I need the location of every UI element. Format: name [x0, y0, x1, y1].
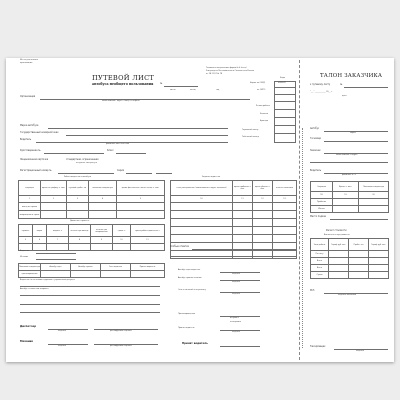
- work-col-zero-run: нулевой пробег, км: [67, 181, 89, 196]
- travel-voucher-sheet: Место для штампа организации Типовая межотраслевая форма № 6 (спец) Утверждена Постановлением Госкомстата России от 28.11.97 № 78 ПУТЕВОЙ ЛИСТ автобуса необщего пользования № Коды 0345007 Форма по ОКУД по ОКПО число месяц год Организация наименование, адрес, номер телефона Режим работы Колонна Бригада Марка автобуса Государственный номерной знак Гаражный номер Табельный номер Водитель фамилия, имя, отчество Удостоверение № Класс Лицензионная карточка стандартная, ограниченная ненужное зачеркнуть Регистрационный номер № Серия Работа водителя и автобуса Задание водителю операция время по графику, ч. мин. нулевой пробег, км показания спидометра время фактическое, число, месяц, ч. мин. 1 2 3 4 5 выезд из гаража возвращение в гараж в чье распоряжение (наименование и адрес заказчика) время прибытия, ч. мин. время убытия, ч. мин. отметки заказчика 10 11 12 13 Движение горючего горючее марка выдано, л остаток при выезде остаток при возвращении сдано, л время работы двигателя, ч 5 6 7 8 9 10 11 Водитель Механик Показание спидометра Автобус сдал Автобус принял Счет водителя Принял водитель при возвращении Водитель по состоянию здоровья к управлению допущен Автобус технически исправен Диспетчер подпись расшифровка подписи Механик подпись расшифровка подписи Особые отметки Автобус сдал водитель подпись Автобус принял механик подпись Ответственный за перевозку подпись При возвращении исправен неисправен Принят водитель подпись Принят водитель ТАЛОН ЗАКАЗЧИКА к путевому листу № "___" ____________ 20__ г. дата Автобус марка Госномер Заказчик наименование и адрес Водитель фамилия, и., о. Операция Время, ч. мин. Показания спидометра 18 19 20 Прибытие Убытие Место подачи Расчет стоимости Выполнено и предъявлено Часы работы Тариф, руб. коп. Пробег, км Тариф, руб. коп. По счету Итого Всего Сумма М.П. подпись заказчика Таксировщик подпись: [6, 58, 394, 362]
- date-mark-month: месяц: [190, 89, 196, 91]
- bus-brand-field[interactable]: [48, 128, 228, 129]
- coupon-number-sign: №: [340, 83, 343, 86]
- coupon-calc-sub: Выполнено и предъявлено: [324, 234, 350, 236]
- class-label: Класс: [107, 149, 114, 152]
- work-col-actual-time: время фактическое, число, месяц, ч. мин.: [117, 181, 165, 196]
- coupon-plate-field[interactable]: [324, 141, 388, 142]
- signature-grid: Показание спидометра Автобус сдал Автобус принял Счет водителя Принял водитель при возвращении: [18, 263, 165, 278]
- coupon-number-field[interactable]: [344, 87, 388, 88]
- fuel-table: горючее марка выдано, л остаток при выезде остаток при возвращении сдано, л время работы двигателя, ч 5 6 7 8 9 10 11: [18, 224, 165, 251]
- coupon-place-field[interactable]: [330, 219, 388, 220]
- fuel-section-title: Движение горючего: [70, 220, 90, 222]
- coupon-mp-label: М.П.: [310, 289, 315, 292]
- coupon-row-departure: Убытие: [311, 206, 333, 213]
- coupon-mp-hint: подпись заказчика: [338, 294, 357, 296]
- stamp-place-line-1: Место для штампа: [20, 59, 38, 61]
- coupon-plate-label: Госномер: [310, 137, 322, 140]
- page-title: ПУТЕВОЙ ЛИСТ: [92, 74, 155, 82]
- org-hint: наименование, адрес, номер телефона: [102, 100, 140, 102]
- lic-card-options[interactable]: стандартная, ограниченная: [66, 158, 99, 161]
- coupon-col-time: Время, ч. мин.: [333, 182, 359, 192]
- okud-code-value: 0345007: [278, 82, 287, 84]
- lic-card-label: Лицензионная карточка: [20, 158, 49, 161]
- task-table: в чье распоряжение (наименование и адрес заказчика) время прибытия, ч. мин. время убытия, ч. мин. отметки заказчика 10 11 12 13: [170, 180, 297, 259]
- reg-plate-field[interactable]: [66, 135, 228, 136]
- section-work-title: Работа водителя и автобуса: [64, 176, 91, 178]
- fuel-col-rest-out: остаток при выезде: [69, 225, 91, 237]
- work-col-speedometer: показания спидометра: [89, 181, 117, 196]
- final-accepted-label: Принят водитель: [182, 342, 208, 345]
- series-field[interactable]: [126, 173, 152, 174]
- mechanic-label: Механик: [20, 340, 34, 343]
- coupon-calc-table: Часы работы Тариф, руб. коп. Пробег, км Тариф, руб. коп. По счету Итого Всего Сумма: [310, 238, 389, 279]
- bus-brand-label: Марка автобуса: [20, 124, 39, 127]
- task-col-departure: время убытия, ч. мин.: [253, 181, 273, 196]
- fuel-col-issued: выдано, л: [47, 225, 69, 237]
- form-header-line-2: Утверждена Постановлением Госкомстата России: [206, 70, 254, 72]
- driver-field[interactable]: [36, 142, 228, 143]
- form-header-line-3: от 28.11.97 № 78: [206, 73, 223, 75]
- coupon-ops-table: Операция Время, ч. мин. Показания спидометра 18 19 20 Прибытие Убытие: [310, 181, 389, 213]
- fuel-col-engine-time: время работы двигателя, ч: [131, 225, 165, 237]
- coupon-driver-hint: фамилия, и., о.: [342, 174, 357, 176]
- page-subtitle: автобуса необщего пользования: [92, 82, 154, 86]
- coupon-taxer-hint: подпись: [356, 350, 364, 352]
- org-label: Организация: [20, 95, 36, 98]
- coupon-driver-label: Водитель: [310, 169, 322, 172]
- work-table: операция время по графику, ч. мин. нулевой пробег, км показания спидометра время фактическое, число, месяц, ч. мин. 1 2 3 4 5 выезд из гаража возвращение в гараж: [18, 180, 165, 219]
- coupon-calc-section: Расчет стоимости: [326, 229, 347, 232]
- driver-label: Водитель: [20, 138, 32, 141]
- stamp-place-line-2: организации: [20, 62, 33, 64]
- coupon-date-hint: дата: [342, 95, 347, 97]
- fuel-row-driver: Водитель: [20, 250, 30, 252]
- special-marks-field[interactable]: [192, 249, 296, 250]
- coupon-row-arrival: Прибытие: [311, 199, 333, 206]
- garage-number-label: Гаражный номер: [242, 129, 259, 131]
- coupon-place-label: Место подачи: [310, 215, 327, 218]
- work-col-schedule: время по графику, ч. мин.: [41, 181, 67, 196]
- form-header-line-1: Типовая межотраслевая форма № 6 (спец): [206, 67, 247, 69]
- special-marks-label: Особые отметки: [170, 245, 190, 248]
- ready-label: Водитель по состоянию здоровья к управлению допущен: [20, 279, 75, 281]
- number-sign: №: [160, 82, 163, 85]
- reg-plate-label: Государственный номерной знак: [20, 131, 59, 134]
- fuel-row-mechanic: Механик: [20, 256, 29, 258]
- lic-card-hint: ненужное зачеркнуть: [76, 162, 97, 164]
- number-field[interactable]: [164, 86, 198, 87]
- driver-hint: фамилия, имя, отчество: [106, 143, 129, 145]
- coupon-title: ТАЛОН ЗАКАЗЧИКА: [320, 73, 383, 79]
- dispatcher-label: Диспетчер: [20, 325, 37, 328]
- reg-number-label: Регистрационный номер №: [20, 169, 52, 172]
- coupon-bus-field[interactable]: [324, 131, 388, 132]
- perforation-dots: [302, 128, 303, 348]
- coupon-col-operation: Операция: [311, 182, 333, 192]
- coupon-customer-label: Заказчик: [310, 149, 321, 152]
- fuel-col-rest-in: остаток при возвращении: [91, 225, 113, 237]
- time-label-return: При возвращении: [178, 313, 195, 315]
- work-mode-label: Режим работы: [256, 105, 270, 107]
- org-field[interactable]: [40, 99, 250, 100]
- coupon-date-line: "___" ____________ 20__ г.: [310, 91, 333, 93]
- fuel-col-brand: марка: [33, 225, 47, 237]
- right-block-label-4: Принят водитель: [178, 327, 195, 329]
- coupon-route-label: к путевому листу: [310, 83, 331, 86]
- task-col-marks: отметки заказчика: [273, 181, 297, 196]
- codes-header: Коды: [280, 77, 286, 79]
- work-row-departure: выезд из гаража: [19, 203, 41, 211]
- coupon-customer-signature[interactable]: [324, 293, 388, 294]
- coupon-bus-hint: марка: [350, 132, 356, 134]
- license-field[interactable]: [44, 153, 104, 154]
- right-block-label-2: Автобус принял механик: [178, 277, 202, 279]
- work-col-operation: операция: [19, 181, 41, 196]
- section-task-title: Задание водителю: [202, 176, 220, 178]
- date-mark-day: число: [170, 89, 176, 91]
- reg-number-field[interactable]: [58, 173, 114, 174]
- right-block-label-1: Автобус сдал водитель: [178, 269, 201, 271]
- work-row-return: возвращение в гараж: [19, 211, 41, 219]
- right-block-label-3: Ответственный за перевозку: [178, 289, 206, 291]
- okud-label: Форма по ОКУД: [250, 82, 265, 84]
- mechanic-signature[interactable]: [48, 344, 88, 345]
- coupon-driver-field[interactable]: [324, 173, 388, 174]
- okpo-label: по ОКПО: [257, 89, 266, 91]
- task-col-customer: в чье распоряжение (наименование и адрес заказчика): [171, 181, 233, 196]
- date-mark-year: год: [216, 89, 220, 91]
- coupon-bus-label: Автобус: [310, 127, 320, 130]
- coupon-customer-hint: наименование и адрес: [336, 154, 358, 156]
- fuel-col-returned: сдано, л: [113, 225, 131, 237]
- brigade-label: Бригада: [260, 120, 268, 122]
- coupon-taxer-label: Таксировщик: [310, 345, 326, 348]
- coupon-col-speedometer: Показания спидометра: [359, 182, 389, 192]
- tabel-number-label: Табельный номер: [242, 136, 259, 138]
- dispatcher-signature[interactable]: [48, 329, 88, 330]
- perforation-line: [299, 60, 300, 360]
- series-label: Серия: [117, 169, 124, 172]
- medic-label: Автобус технически исправен: [20, 288, 49, 290]
- class-field[interactable]: [116, 153, 146, 154]
- fuel-col-fuel: горючее: [19, 225, 33, 237]
- license-label: Удостоверение №: [20, 149, 41, 152]
- column-label: Колонна: [260, 113, 269, 115]
- task-col-arrival: время прибытия, ч. мин.: [233, 181, 253, 196]
